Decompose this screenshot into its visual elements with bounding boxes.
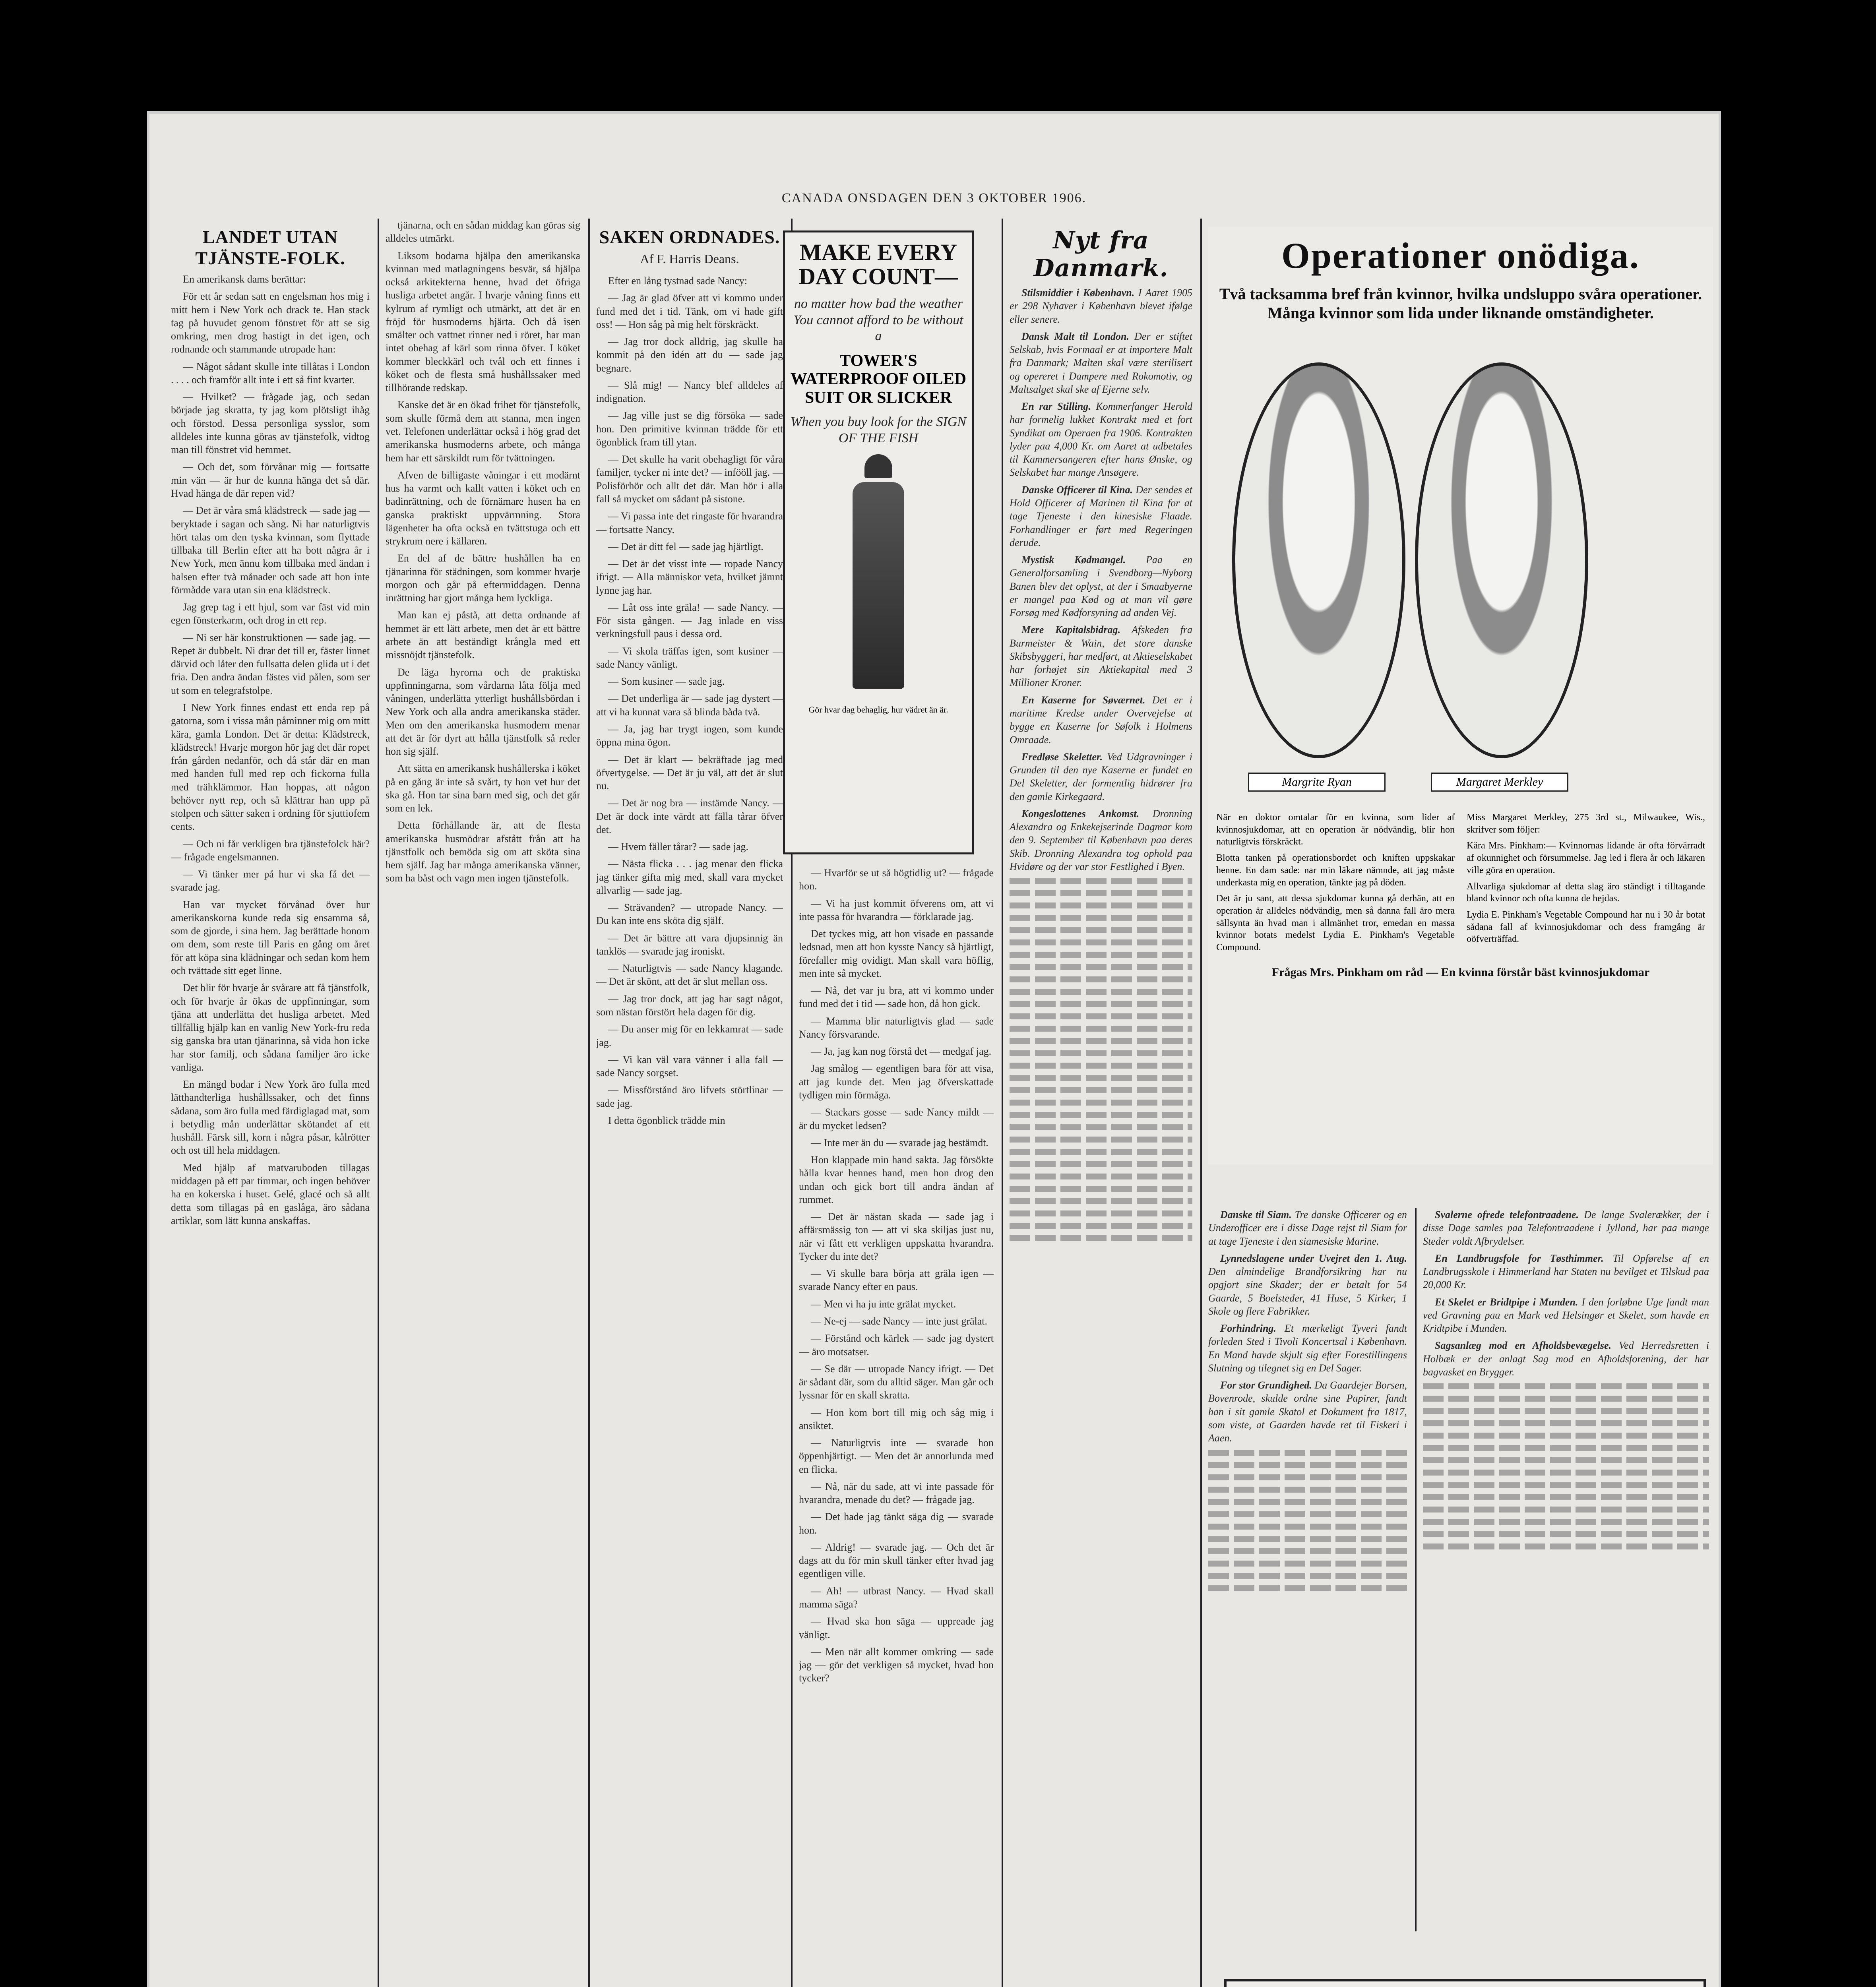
column-nyt-fra-danmark xyxy=(1010,219,1192,1987)
column-saken-ordnades-continued xyxy=(799,866,994,1987)
item-text: I den forløbne Uge fandt man ved Gravning paa en Mark ved Helsingør et Skelet, som havde en Kridtpibe i Munden. xyxy=(1423,1296,1709,1334)
paragraph: — Jag är glad öfver att vi kommo under fund med det i tid. Tänk, om vi hade gift oss! — Hon såg på mig helt förskräckt. xyxy=(596,292,783,330)
column-rule xyxy=(1200,219,1202,1987)
paragraph: — Aldrig! — svarade jag. — Och det är dags att du för min skull tänker efter hvad jag egentligen ville. xyxy=(799,1541,994,1580)
column-danish-news-a xyxy=(1208,1208,1407,1963)
item-head: Danske Officerer til Kina. xyxy=(1021,484,1133,496)
paragraph: Kära Mrs. Pinkham:— Kvinnornas lidande är ofta förvärradt af okunnighet och försummelse. Jag led i flera år och läkaren ville göra en operation. xyxy=(1467,841,1705,875)
item-head: For stor Grundighed. xyxy=(1220,1379,1312,1391)
illegible-text xyxy=(1423,1383,1709,1549)
towers-slicker-ad xyxy=(783,230,974,854)
item-head: Forhindring. xyxy=(1220,1323,1276,1334)
paragraph: — Ja, jag har trygt ingen, som kunde öppna mina ögon. xyxy=(596,723,783,748)
paragraph: Det är ju sant, att dessa sjukdomar kunna gå derhän, att en operation är alldeles nödvändig, men så danna fall äro mera sällsynta än hvad man i allmänhet tror, emedan en massa kvinnor botats medelst Lydia E. Pinkham's Vegetable Compound. xyxy=(1216,893,1455,953)
item-head: Lynnedslagene under Uvejret den 1. Aug. xyxy=(1220,1252,1407,1264)
item-text: Til Opførelse af en Landbrugsskole i Himmerland har Staten nu bevilget et Tilskud paa 20,000 Kr. xyxy=(1423,1252,1709,1291)
section-title: Nyt fra Danmark. xyxy=(1033,227,1169,282)
ad-brand: TOWER'S WATERPROOF OILED SUIT OR SLICKER xyxy=(790,352,967,407)
paragraph: — Nå, det var ju bra, att vi kommo under fund med det i tid — sade hon, då hon gick. xyxy=(799,985,994,1010)
paragraph: — Det är nog bra — instämde Nancy. — Det är dock inte värdt att fälla tårar öfver det. xyxy=(596,797,783,835)
column-rule xyxy=(378,219,379,1987)
item-head: Dansk Malt til London. xyxy=(1021,330,1130,342)
paragraph: — Men vi ha ju inte grälat mycket. xyxy=(811,1298,956,1310)
paragraph: — Vi tänker mer på hur vi ska få det — svarade jag. xyxy=(171,868,370,893)
paragraph: — Vi skulle bara börja att gräla igen — svarade Nancy efter en paus. xyxy=(799,1268,994,1293)
item-text: Der sendes et Hold Officerer af Marinen til Kina for at tage Tjeneste i den kinesiske Flaade. Forhandlinger er ført med Regeringen derude. xyxy=(1010,484,1192,548)
column-saken-ordnades xyxy=(596,219,783,1987)
ad-subtitle: Två tacksamma bref från kvinnor, hvilka undsluppo svåra operationer. Många kvinnor som lida under liknande omständigheter. xyxy=(1219,285,1702,322)
paragraph: — Mamma blir naturligtvis glad — sade Nancy försvarande. xyxy=(799,1015,994,1040)
item-head: Danske til Siam. xyxy=(1220,1209,1292,1220)
item-text: Kommerfanger Herold har formelig lukket Kontrakt med et fort Syndikat om Operaen fra 1906. Kontrakten lyder paa 4,000 Kr. om Aaret at udbetales til Kammersangeren efter hans Ønske, og Selskabet har mange Ansøgere. xyxy=(1010,401,1192,478)
paragraph: Allvarliga sjukdomar af detta slag äro ständigt i tilltagande bland kvinnor och ofta kunna de hejdas. xyxy=(1467,881,1705,904)
paragraph: Jag smålog — egentligen bara för att visa, att jag kunde det. Men jag öfverskattade tydligen min förmåga. xyxy=(799,1063,994,1101)
paragraph: — Ah! — utbrast Nancy. — Hvad skall mamma säga? xyxy=(799,1585,994,1610)
paragraph: Hon klappade min hand sakta. Jag försökte hålla kvar hennes hand, men hon drog den undan och gick bort till andra ändan af rummet. xyxy=(799,1154,994,1205)
ad-title: Operationer onödiga. xyxy=(1281,235,1640,276)
item-text: Afskeden fra Burmeister & Wain, det store danske Skibsbyggeri, har medført, at Aktieselskabet har forhøjet sin Aktiekapital med 3 Millioner Kroner. xyxy=(1010,624,1192,689)
paragraph: En mängd bodar i New York äro fulla med lätthandterliga hushållssaker, och det finns sådana, som äro fulla med färdiglagad mat, som i betydlig mån underlättar skötandet af ett hushåll. Färsk sill, korn i några påsar, kålrötter och ost till hela middagen. xyxy=(171,1079,370,1156)
column-landet-utan-tjanstefolk xyxy=(171,219,370,1987)
paragraph: — Du anser mig för en lekkamrat — sade jag. xyxy=(596,1023,783,1048)
paragraph: — Jag tror dock alldrig, jag skulle ha kommit på den idén att du — sade jag begnare. xyxy=(596,336,783,374)
item-text: De lange Svalerækker, der i disse Dage samles paa Telefontraadene i Jylland, har paa mange Steder voldt Afbrydelser. xyxy=(1423,1209,1709,1247)
item-head: Stilsmiddier i København. xyxy=(1021,287,1135,298)
column-continuation xyxy=(386,219,580,1987)
paragraph: Efter en lång tystnad sade Nancy: xyxy=(608,275,748,287)
item-head: Mere Kapitalsbidrag. xyxy=(1021,624,1120,636)
article-title: SAKEN ORDNADES. xyxy=(599,227,780,247)
paragraph: — Det är klart — bekräftade jag med öfvertygelse. — Det är ju väl, att det är slut nu. xyxy=(596,753,783,792)
paragraph: Att sätta en amerikansk hushållerska i köket på en gång är inte så svårt, ty hon vet hur det ska gå. Hon tar sina barn med sig, och det går som en lek. xyxy=(386,763,580,814)
item-head: Et Skelet er Bridtpipe i Munden. xyxy=(1435,1296,1578,1308)
paragraph: Detta förhållande är, att de flesta amerikanska husmödrar afstått från att ha tjänstfolk och bemöda sig om att sköta sina hem själf. Jag har många amerikanska vänner, som ha båst och vagn men ingen tjänstefolk. xyxy=(386,819,580,884)
paragraph: I New York finnes endast ett enda rep på gatorna, som i vissa mån påminner mig om mitt kära, gamla London. Det är detta: Klädstreck, klädstreck! Hvarje morgon hör jag det där ropet från gården nedanför, och då står där en man med handen full med rep och fickorna fulla med trähklämmor. Han hoppas, att någon behöver nytt rep, och så klättrar han upp på stolpen och sätter saken i ordning för sjuttiofem cents. xyxy=(171,701,370,833)
paragraph: De läga hyrorna och de praktiska uppfinningarna, som vårdarna låta följa med våningen, underlätta ytterligt hushållsbördan i New York och alla andra amerikanska städer. Men om den amerikanska husmodern menar att det är för dyrt att hålla tjänstfolk så reder hon sig själf. xyxy=(386,666,580,757)
raincoat-figure-icon xyxy=(849,454,908,701)
ad-footer: Frågas Mrs. Pinkham om råd — En kvinna förstår bäst kvinnosjukdomar xyxy=(1271,965,1650,979)
paragraph: — Strävanden? — utropade Nancy. — Du kan inte ens sköta dig själf. xyxy=(596,902,783,927)
paragraph: Jag grep tag i ett hjul, som var fäst vid min egen fönsterkarm, och drog in ett rep. xyxy=(171,601,370,626)
item-text: Det er i maritime Kredse under Overvejelse at bygge en Kaserne for Søfolk i Holmens Omraade. xyxy=(1010,694,1192,746)
newspaper-page xyxy=(147,111,1721,1987)
paragraph: — Ni ser här konstruktionen — sade jag. — Repet är dubbelt. Ni drar det till er, fäster linnet därvid och låter den fullsatta delen glida ut i det fria. Den andra ändan fästes vid pålen, som ser ut som en telegrafstolpe. xyxy=(171,631,370,696)
ad-body: no matter how bad the weather You cannot afford to be without a xyxy=(793,296,963,344)
item-head: Svalerne ofrede telefontraadene. xyxy=(1435,1209,1579,1220)
masthead-folio: CANADA ONSDAGEN DEN 3 OKTOBER 1906. xyxy=(781,191,1087,205)
paragraph: Det blir för hvarje år svårare att få tjänstfolk, och för hvarje år ökas de uppfinningar, som tjäna att underlätta det husliga arbetet. Med tillfällig hjälp kan en vanlig New York-fru reda sig ganska bra utan tjänarinna, så vida hon icke har stor familj, och sådana familjer äro icke vanliga. xyxy=(171,982,370,1073)
paragraph: Afven de billigaste våningar i ett modärnt hus ha varmt och kallt vatten i köket och en badinrättning, och de förnämare husen ha en ganska praktiskt uppvärmning. Stora lägenheter ha ofta också en tvättstuga och ett strykrum nere i källaren. xyxy=(386,469,580,547)
paragraph: — Det underliga är — sade jag dystert — att vi ha kunnat vara så blinda båda två. xyxy=(596,693,783,718)
item-head: En rar Stilling. xyxy=(1021,401,1091,413)
paragraph: Lydia E. Pinkham's Vegetable Compound har nu i 30 år botat sådana fall af kvinnosjukdomar och dess framgång är oöfverträffad. xyxy=(1467,910,1705,945)
paragraph: — Vi ha just kommit öfverens om, att vi inte passa för hvarandra — förklarade jag. xyxy=(799,897,994,922)
paragraph: — Hvem fäller tårar? — sade jag. xyxy=(608,841,749,853)
paragraph: I detta ögonblick trädde min xyxy=(608,1114,725,1126)
pinkham-ad xyxy=(1208,227,1713,1164)
paragraph: — Nästa flicka . . . jag menar den flicka jag tänker gifta mig med, skall vara mycket allvarlig — sade jag. xyxy=(596,858,783,896)
paragraph: Det tyckes mig, att hon visade en passande ledsnad, men att hon kysste Nancy så hjärtligt, förefaller mig ovidigt. Man skall vara höflig, men inte så mycket. xyxy=(799,928,994,979)
item-text: Tre danske Officerer og en Underofficer ere i disse Dage rejst til Siam for at tage Tjeneste i den siamesiske Marine. xyxy=(1208,1209,1407,1247)
item-text: Da Gaardejer Borsen, Bovenrode, skulde ordne sine Papirer, fandt han i sit gamle Skatol et Dokument fra 1817, som viste, at Gaarden havde ret til Fiskeri i Aaen. xyxy=(1208,1379,1407,1444)
item-text: Den almindelige Brandforsikring har nu opgjort sine Skader; der er betalt for 54 Gaarde, 5 Boelsteder, 41 Huse, 5 Kirker, 1 Skole og flere Fabrikker. xyxy=(1208,1266,1407,1317)
paragraph: — Något sådant skulle inte tillåtas i London . . . . och framför allt inte i ett så fint kvarter. xyxy=(171,360,370,385)
paragraph: — Slå mig! — Nancy blef alldeles af indignation. xyxy=(596,379,783,405)
paragraph: Miss Margaret Merkley, 275 3rd st., Milwaukee, Wis., skrifver som följer: xyxy=(1467,812,1705,835)
item-text: Ved Herredsretten i Holbæk er der anlagt Sag mod en Afholdsforening, der har bagvasket en Brygger. xyxy=(1423,1340,1709,1378)
paragraph: — Hvad ska hon säga — uppreade jag vänligt. xyxy=(799,1615,994,1640)
paragraph: När en doktor omtalar för en kvinna, som lider af kvinnosjukdomar, att en operation är nödvändig, blir hon naturligtvis förskräckt. xyxy=(1216,812,1455,847)
item-head: En Kaserne for Søværnet. xyxy=(1021,694,1145,706)
column-danish-news-b xyxy=(1423,1208,1709,1963)
item-head: Kongeslottenes Ankomst. xyxy=(1021,808,1140,819)
paragraph: Blotta tanken på operationsbordet och kniften uppskakar henne. En dam sade: nar min läkare nämnde, att jag måste underkasta mig en operation, tänkte jag på döden. xyxy=(1216,853,1455,888)
paragraph: Kanske det är en ökad frihet för tjänstefolk, som skulle förmå dem att stanna, men ingen vet. Telefonen underlättar också i hög grad det amerikanska husmoderns arbete, och många hem har ett särskildt rum för tvättningen. xyxy=(386,399,580,464)
paragraph: — Jag tror dock, att jag har sagt något, som nästan förstört hela dagen för dig. xyxy=(596,993,783,1018)
paragraph: — Ja, jag kan nog förstå det — medgaf jag. xyxy=(811,1046,992,1057)
illegible-text xyxy=(1208,1450,1407,1591)
paragraph: — Men när allt kommer omkring — sade jag — gör det verkligen så mycket, hvad hon tycker? xyxy=(799,1646,994,1684)
item-head: Fredløse Skeletter. xyxy=(1021,751,1103,763)
item-text: Dronning Alexandra og Enkekejserinde Dagmar kom den 9. September til København paa deres Skib. Dronning Alexandra tog ophold paa Hvidøre og der var stor Festlighed i Byen. xyxy=(1010,808,1192,872)
paragraph: — Se där — utropade Nancy ifrigt. — Det är sådant där, som du alltid säger. Man går och lyssnar för en skall skratta. xyxy=(799,1363,994,1401)
paragraph: Man kan ej påstå, att detta ordnande af hemmet är ett lätt arbete, men det är ett bättre arbete än att beständigt krångla med ett missnöjdt tjänstefolk. xyxy=(386,609,580,661)
paragraph: — Det hade jag tänkt säga dig — svarade hon. xyxy=(799,1511,994,1536)
column-rule xyxy=(1002,219,1003,1987)
paragraph: — Inte mer än du — svarade jag bestämdt. xyxy=(811,1137,988,1148)
paragraph: Han var mycket förvånad över hur amerikanskorna kunde reda sig ensamma så, som de gjorde, i sina hem. Jag berättade honom om dem, som reste till Paris en gång om året för att köpa sina klädningar och sedan kom hem och tvättade sitt eget linne. xyxy=(171,899,370,977)
paragraph: — Och ni får verkligen bra tjänstefolck här? — frågade engelsmannen. xyxy=(171,838,370,863)
paragraph: Liksom bodarna hjälpa den amerikanska kvinnan med matlagningens besvär, så hjälpa också arkitekterna henne, hvad det öfriga husliga arbetet angår. I hvarje våning finns ett kylrum af rymligt och utmärkt, att det är en fröjd för husmoderns hjärta. Och då isen smälter och vattnet rinner ned i röret, har man intet obehag af kärl som rinna öfver. I köket kommer bleckkärl och tvål och ett finnes i köket och de flesta små hushållssaker med tillhörande redskap. xyxy=(386,250,580,394)
paragraph: tjänarna, och en sådan middag kan göras sig alldeles utmärkt. xyxy=(386,219,580,244)
item-head: En Landbrugsfole for Tøsthimmer. xyxy=(1435,1252,1604,1264)
paragraph: — Och det, som förvånar mig — fortsatte min vän — är hur de kunna hänga det så där. Hvad hänga de där repen vid? xyxy=(171,461,370,499)
illegible-text xyxy=(1010,878,1192,1241)
ad-tagline: When you buy look for the SIGN OF THE FISH xyxy=(791,414,966,445)
paragraph: För ett år sedan satt en engelsman hos mig i mitt hem i New York och drack te. Han stack tag på huvudet genom fönstret för att se sig omkring, men drog hastigt in det igen, och rodnande och stammande utropade han: xyxy=(171,290,370,355)
paragraph: — Vi kan väl vara vänner i alla fall — sade Nancy sorgset. xyxy=(596,1054,783,1079)
portrait-image xyxy=(1415,362,1588,758)
paragraph: — Stackars gosse — sade Nancy mildt — är du mycket ledsen? xyxy=(799,1106,994,1131)
paragraph: En amerikansk dams berättar: xyxy=(183,273,306,285)
portrait-caption: Margaret Merkley xyxy=(1431,773,1568,792)
paragraph: — Det skulle ha varit obehagligt för våra familjer, tycker ni inte det? — infööll jag. — Polisförhör och allt det där. Man hör i alla fall så mycket om sådant på sistone. xyxy=(596,453,783,505)
item-head: Mystisk Kødmangel. xyxy=(1021,554,1126,566)
paragraph: — Missförstånd äro lifvets störtlinar — sade jag. xyxy=(596,1084,783,1109)
article-byline: Af F. Harris Deans. xyxy=(640,252,739,266)
ad-caption: Gör hvar dag behaglig, hur vädret än är. xyxy=(808,705,948,715)
column-rule xyxy=(588,219,590,1987)
paragraph: — Hon kom bort till mig och såg mig i ansiktet. xyxy=(799,1406,994,1431)
paragraph: — Det är bättre att vara djupsinnig än tanklös — svarade jag ironiskt. xyxy=(596,932,783,957)
paragraph: — Hvarför se ut så högtidlig ut? — frågade hon. xyxy=(799,867,994,892)
item-text: Ved Udgravninger i Grunden til den nye Kaserne er fundet en Del Skeletter, der formentlig hidrører fra den gamle Kirkegaard. xyxy=(1010,751,1192,802)
paragraph: — Som kusiner — sade jag. xyxy=(608,676,725,688)
article-title: LANDET UTAN TJÄNSTE-FOLK. xyxy=(195,227,345,268)
paragraph: — Det är nästan skada — sade jag i affärsmässig ton — att vi ska skiljas just nu, när vi fått ett verkligen uppskatta hvarandra. Tycker du inte det? xyxy=(799,1211,994,1262)
ad-columns xyxy=(1216,811,1705,958)
item-text: I Aaret 1905 er 298 Nyhaver i København blevet ifølge eller senere. xyxy=(1010,287,1192,325)
column-rule xyxy=(1415,1208,1417,1931)
paragraph: — Vi skola träffas igen, som kusiner — sade Nancy vänligt. xyxy=(596,645,783,670)
paragraph: — Vi passa inte det ringaste för hvarandra — fortsatte Nancy. xyxy=(596,510,783,535)
paragraph: — Nå, när du sade, att vi inte passade för hvarandra, menade du det? — frågade jag. xyxy=(799,1480,994,1506)
paragraph: — Förstånd och kärlek — sade jag dystert — äro motsatser. xyxy=(799,1332,994,1358)
portrait-image xyxy=(1232,362,1405,758)
scandinavian-american-line-ad xyxy=(1224,1979,1706,1987)
paragraph: — Jag ville just se dig försöka — sade hon. Den primitive kvinnan trädde för ett ögonblick fram till ytan. xyxy=(596,410,783,448)
item-text: Der er stiftet Selskab, hvis Formaal er at importere Malt fra Danmark; Malten skal være sterilisert og opereret i Dampere med Rokomotiv, og Maltsalget skal ske af Ejerne selv. xyxy=(1010,330,1192,395)
ad-headline: MAKE EVERY DAY COUNT— xyxy=(798,239,958,289)
paragraph: — Det är ditt fel — sade jag hjärtligt. xyxy=(608,540,764,552)
paragraph: — Det är det visst inte — ropade Nancy ifrigt. — Alla människor veta, hvilket jämnt lynne jag har. xyxy=(596,558,783,596)
paragraph: — Låt oss inte gräla! — sade Nancy. — För sista gången. — Jag inlade en viss verkningsfull paus i dessa ord. xyxy=(596,601,783,640)
item-head: Sagsanlæg mod en Afholdsbevægelse. xyxy=(1435,1340,1612,1352)
paragraph: — Det är våra små klädstreck — sade jag — beryktade i sagan och sång. Ni har naturligtvis hört talas om den tyska kvinnan, som flyttade tillbaka till Berlin efter att ha bott några år i New York, men ännu kom tillbaka med ändan i halsen efter två månader och sade att hon inte förmådde vara utan sin ena klädstreck. xyxy=(171,505,370,596)
item-text: Paa en Generalforsamling i Svendborg—Nyborg Banen blev det oplyst, at der i Smaabyerne er mangel paa Kød og at man vil gøre Forsøg med Kødforsyning ad anden Vej. xyxy=(1010,554,1192,619)
portraits xyxy=(1216,339,1705,800)
paragraph: — Ne-ej — sade Nancy — inte just grälat. xyxy=(811,1315,988,1327)
item-text: Et mærkeligt Tyveri fandt forleden Sted i Tivoli Koncertsal i København. En Mand havde skjult sig efter Forestillingens Slutning og tilegnet sig en Del Sager. xyxy=(1208,1323,1407,1374)
paragraph: — Hvilket? — frågade jag, och sedan började jag skratta, ty jag kom plötsligt ihåg och förstod. Dessa personliga sysslor, som alldeles inte kunna göras av tjänstefolk, vidtog man till fönstret vid hemmet. xyxy=(171,391,370,456)
portrait-caption: Margrite Ryan xyxy=(1248,773,1386,792)
paragraph: Med hjälp af matvaruboden tillagas middagen på ett par timmar, och ingen behöver ha en kokerska i huset. Gelé, glacé och så allt detta som tillagas på en gaslåga, äro sådana artiklar, som lätt kunna anskaffas. xyxy=(171,1162,370,1226)
paragraph: — Naturligtvis — sade Nancy klagande. — Det är skönt, att det är slut mellan oss. xyxy=(596,963,783,988)
paragraph: — Naturligtvis inte — svarade hon öppenhjärtigt. — Men det är annorlunda med en flicka. xyxy=(799,1437,994,1475)
paragraph: En del af de bättre hushållen ha en tjänarinna för städningen, som kommer hvarje morgon och går på eftermiddagen. Denna inrättning har gjort många hem lyckliga. xyxy=(386,552,580,604)
